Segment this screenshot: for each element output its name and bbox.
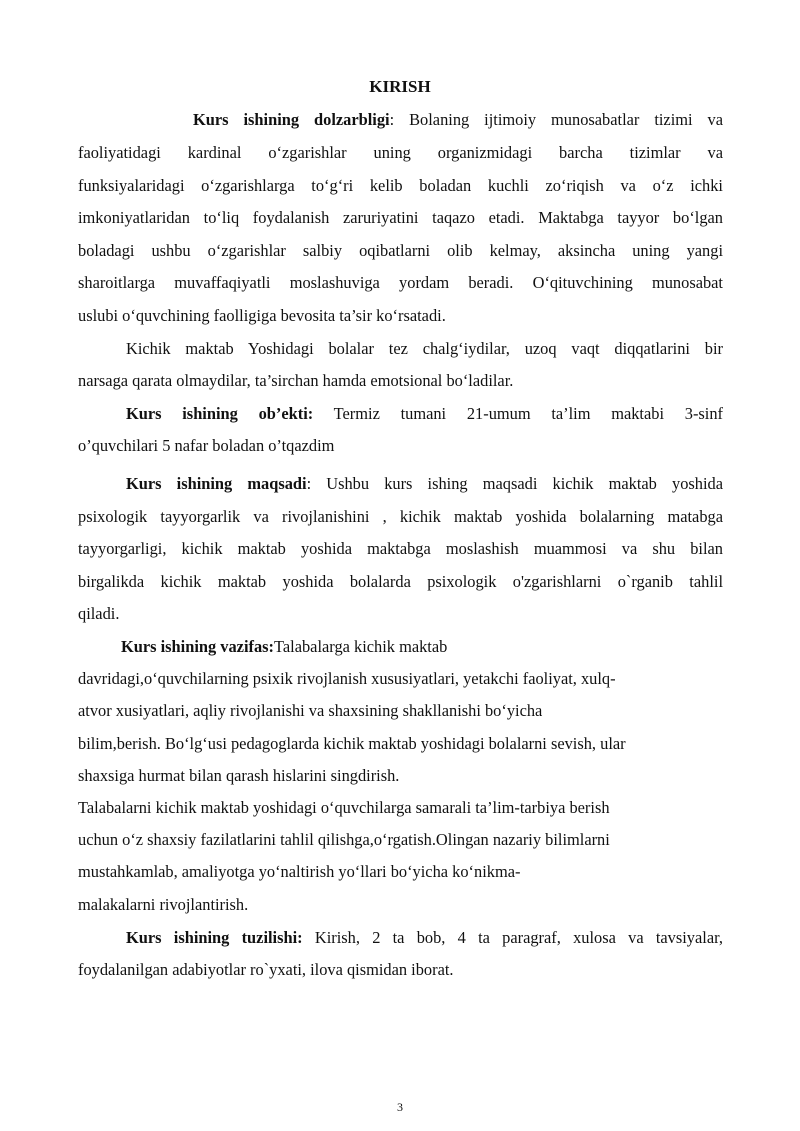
paragraph-tasks-line-1 — [121, 637, 766, 657]
paragraph-goal-line-1 — [126, 474, 723, 494]
paragraph-tasks-line-6: Talabalarni kichik maktab yoshidagi o‘quvchilarga samarali ta’lim-tarbiya berish — [78, 798, 610, 817]
paragraph-tasks-line-7: uchun o‘z shaxsiy fazilatlarini tahlil qilishga,o‘rgatish.Olingan nazariy bilimlarni — [78, 830, 610, 849]
paragraph-object-line-2: o’quvchilari 5 nafar boladan o’tqazdim — [78, 436, 335, 455]
paragraph-goal-line-5: qiladi. — [78, 604, 120, 623]
paragraph-age-line-2: narsaga qarata olmaydilar, ta’sirchan hamda emotsional bo‘ladilar. — [78, 371, 514, 390]
goal-label: Kurs ishining maqsadi — [126, 474, 307, 493]
paragraph-object-line-1 — [126, 404, 723, 424]
paragraph-tasks-line-9: malakalarni rivojlantirish. — [78, 895, 249, 914]
paragraph-relevance-line-2: faoliyatidagi kardinal o‘zgarishlar uning organizmidagi barcha tizimlar va — [78, 143, 723, 162]
paragraph-goal-line-2: psixologik tayyorgarlik va rivojlanishini , kichik maktab yoshida bolalarning matabga — [78, 507, 723, 526]
paragraph-structure-line-1 — [126, 928, 723, 948]
paragraph-tasks-line-2: davridagi,o‘quvchilarning psixik rivojlanish xususiyatlari, yetakchi faoliyat, xulq- — [78, 669, 616, 688]
paragraph-tasks-line-4: bilim,berish. Bo‘lg‘usi pedagoglarda kichik maktab yoshidagi bolalarni sevish, ular — [78, 734, 626, 753]
paragraph-relevance-line-6: sharoitlarga muvaffaqiyatli moslashuviga yordam beradi. O‘qituvchining munosabat — [78, 273, 723, 292]
tasks-text: Talabalarga kichik maktab — [274, 637, 448, 656]
paragraph-relevance-line-1 — [193, 110, 723, 130]
paragraph-relevance-line-7: uslubi o‘quvchining faolligiga bevosita ta’sir ko‘rsatadi. — [78, 306, 446, 325]
paragraph-tasks-line-5: shaxsiga hurmat bilan qarash hislarini singdirish. — [78, 766, 400, 785]
paragraph-relevance-line-5: boladagi ushbu o‘zgarishlar salbiy oqibatlarni olib kelmay, aksincha uning yangi — [78, 241, 723, 260]
paragraph-tasks-line-8: mustahkamlab, amaliyotga yo‘naltirish yo‘llari bo‘yicha ko‘nikma- — [78, 862, 521, 881]
paragraph-goal-line-4: birgalikda kichik maktab yoshida bolalarda psixologik o'zgarishlarni o`rganib tahlil — [78, 572, 723, 591]
page-number: 3 — [397, 1100, 403, 1114]
paragraph-relevance-line-4: imkoniyatlaridan to‘liq foydalanish zaruriyatini taqazo etadi. Maktabga tayyor bo‘lgan — [78, 208, 723, 227]
object-text: Termiz tumani 21-umum ta’lim maktabi 3-sinf — [313, 404, 723, 423]
goal-text: : Ushbu kurs ishing maqsadi kichik maktab yoshida — [306, 474, 723, 493]
relevance-text: : Bolaning ijtimoiy munosabatlar tizimi va — [389, 110, 723, 129]
page-title: KIRISH — [369, 77, 431, 96]
relevance-label: Kurs ishining dolzarbligi — [193, 110, 390, 129]
paragraph-structure-line-2: foydalanilgan adabiyotlar ro`yxati, ilova qismidan iborat. — [78, 960, 454, 979]
structure-label: Kurs ishining tuzilishi: — [126, 928, 303, 947]
paragraph-age-line-1: Kichik maktab Yoshidagi bolalar tez chalg‘iydilar, uzoq vaqt diqqatlarini bir — [126, 339, 723, 358]
object-label: Kurs ishining ob’ekti: — [126, 404, 314, 423]
structure-text: Kirish, 2 ta bob, 4 ta paragraf, xulosa va tavsiyalar, — [302, 928, 723, 947]
tasks-label: Kurs ishining vazifas: — [121, 637, 275, 656]
paragraph-goal-line-3: tayyorgarligi, kichik maktab yoshida maktabga moslashish muammosi va shu bilan — [78, 539, 723, 558]
paragraph-tasks-line-3: atvor xusiyatlari, aqliy rivojlanishi va shaxsining shakllanishi bo‘yicha — [78, 701, 543, 720]
paragraph-relevance-line-3: funksiyalaridagi o‘zgarishlarga to‘g‘ri kelib boladan kuchli zo‘riqish va o‘z ichki — [78, 176, 723, 195]
